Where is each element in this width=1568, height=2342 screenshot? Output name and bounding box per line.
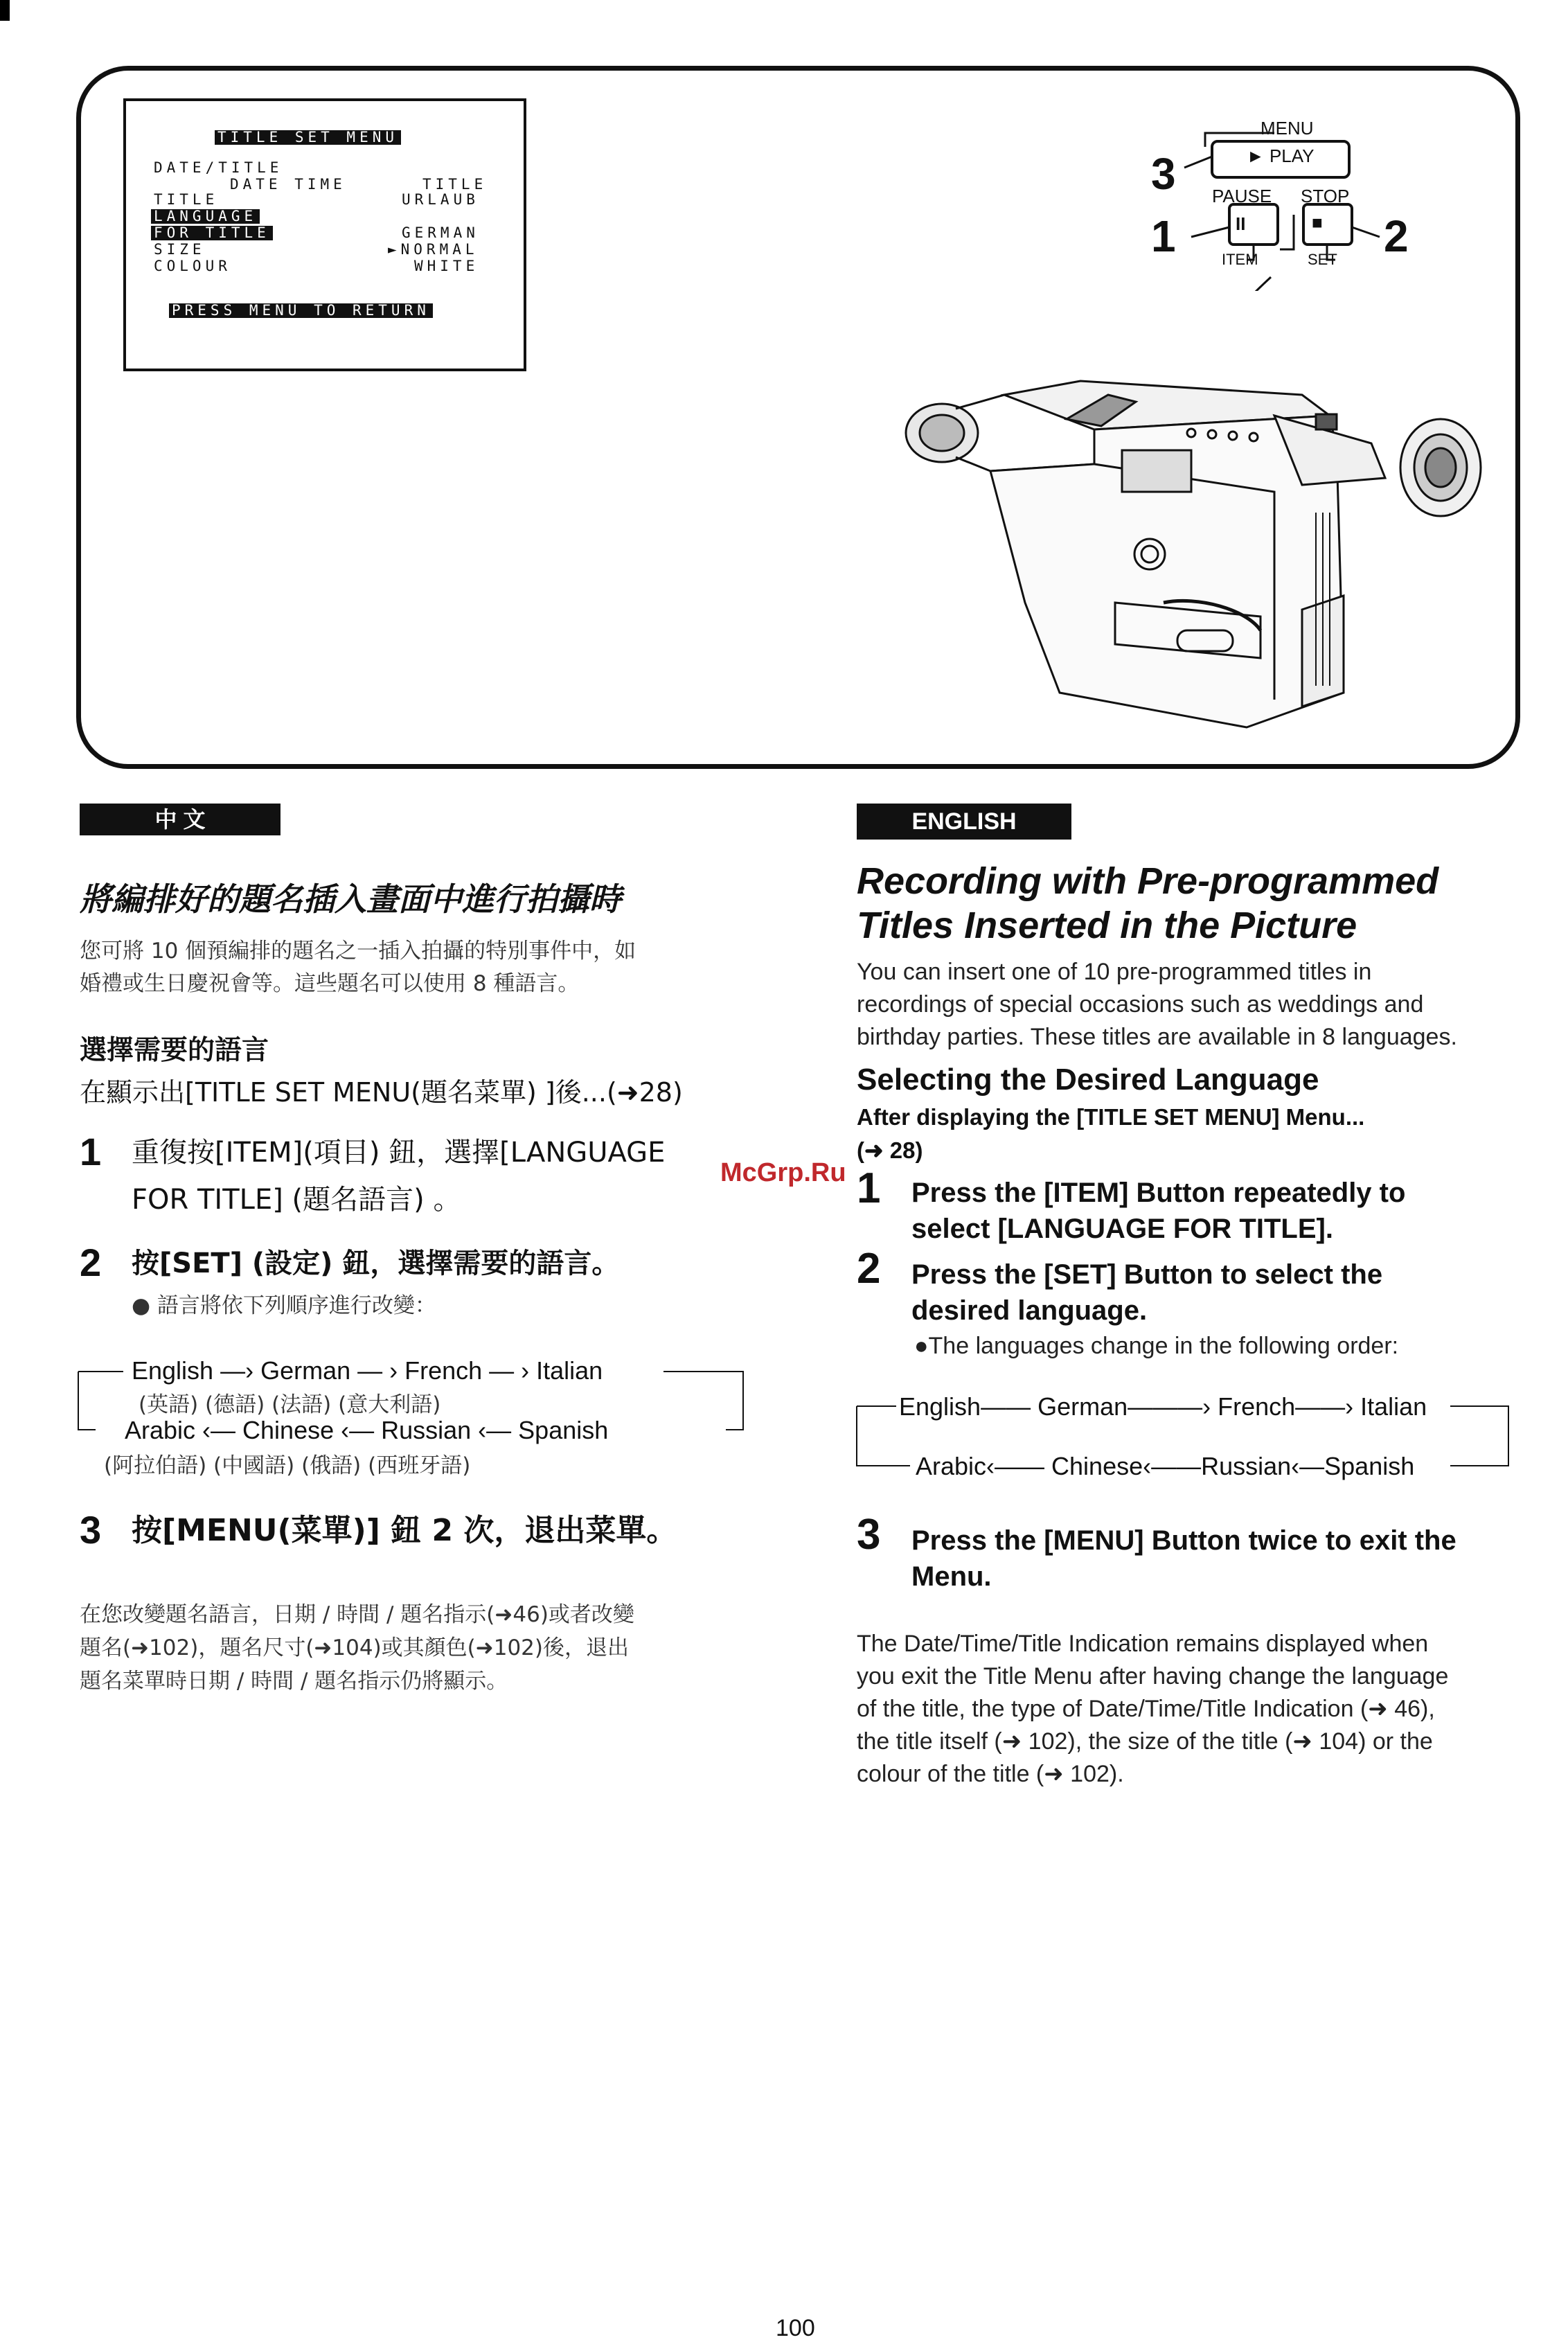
callout-number-1: 1 [1151,211,1176,261]
osd-title-urlaub: URLAUB [402,191,479,208]
zh-step3-text: 按[MENU(菜單)] 鈕 2 次，退出菜單。 [132,1513,677,1548]
osd-title: TITLE SET MENU [215,130,401,145]
en-step1-number: 1 [857,1164,881,1212]
en-flow-top: English—— German———› French——› Italian [899,1392,1427,1421]
osd-title-label: TITLE [154,191,219,208]
stop-label: STOP [1301,186,1350,206]
en-note-line1: The Date/Time/Title Indication remains displayed when [857,1631,1429,1657]
zh-heading: 選擇需要的語言 [80,1035,269,1066]
callout-number-2: 2 [1384,211,1409,261]
zh-step1-number: 1 [80,1130,102,1173]
zh-intro-line2: 婚禮或生日慶祝會等。這些題名可以使用 8 種語言。 [80,971,580,996]
zh-after-menu: 在顯示出[TITLE SET MENU(題名菜單) ]後...(➜28) [80,1077,683,1108]
en-note-line5: colour of the title (➜ 102). [857,1761,1124,1787]
zh-title: 將編排好的題名插入畫面中進行拍攝時 [80,880,621,918]
callout-number-3: 3 [1151,149,1176,199]
en-note-line4: the title itself (➜ 102), the size of the title (➜ 104) or the [857,1728,1433,1755]
en-step1-line1: Press the [ITEM] Button repeatedly to [911,1178,1406,1208]
zh-section-header: 中 文 [80,804,280,835]
pause-button-symbol: II [1236,213,1246,234]
en-step3-line2: Menu. [911,1561,992,1592]
en-intro-line1: You can insert one of 10 pre-programmed titles in [857,959,1372,985]
en-title-line2: Titles Inserted in the Picture [857,905,1357,946]
en-step2-number: 2 [857,1245,881,1293]
en-step2-line1: Press the [SET] Button to select the [911,1259,1383,1290]
play-button: ► PLAY [1247,145,1315,166]
zh-flow-bottom-zh: (阿拉伯語) (中國語) (俄語) (西班牙語) [104,1453,471,1478]
en-step3-line1: Press the [MENU] Button twice to exit the [911,1525,1456,1556]
zh-step3-number: 3 [80,1508,102,1552]
stop-button-symbol: ■ [1312,212,1323,233]
osd-date-time: DATE TIME [230,176,346,193]
zh-flow-top-zh: (英語) (德語) (法語) (意大利語) [139,1392,441,1417]
page-number: 100 [776,2315,815,2341]
zh-step1-line1: 重復按[ITEM](項目) 鈕，選擇[LANGUAGE [132,1137,666,1169]
en-step3-number: 3 [857,1511,881,1559]
item-label: ITEM [1222,251,1258,268]
en-title-line1: Recording with Pre-programmed [857,860,1439,902]
zh-step2-note: ● 語言將依下列順序進行改變： [132,1293,436,1318]
zh-note-line1: 在您改變題名語言，日期 / 時間 / 題名指示(➜46)或者改變 [80,1602,634,1627]
zh-step2-text: 按[SET] (設定) 鈕，選擇需要的語言。 [132,1248,620,1279]
zh-intro-line1: 您可將 10 個預編排的題名之一插入拍攝的特別事件中，如 [80,939,636,964]
osd-title-value: TITLE [422,176,488,193]
en-flow-bottom: Arabic‹—— Chinese‹——Russian‹—Spanish [916,1452,1415,1480]
menu-label: MENU [1260,118,1314,139]
zh-flow-top: English —› German — › French — › Italian [132,1356,603,1385]
en-step2-note: ●The languages change in the following order: [914,1333,1399,1359]
osd-for-title: FOR TITLE [151,226,273,240]
title-set-menu-screen [123,98,526,371]
osd-colour: COLOUR [154,258,231,274]
camcorder-illustration [887,367,1482,755]
zh-note-line2: 題名(➜102)，題名尺寸(➜104)或其顏色(➜102)後，退出 [80,1635,629,1660]
watermark: McGrp.Ru [720,1158,846,1187]
osd-german: GERMAN [402,224,479,241]
zh-step1-line2: FOR TITLE] (題名語言) 。 [132,1184,461,1216]
en-after-menu-line2: (➜ 28) [857,1137,923,1163]
en-note-line2: you exit the Title Menu after having change the language [857,1663,1449,1689]
osd-white: WHITE [414,258,479,274]
en-note-line3: of the title, the type of Date/Time/Title Indication (➜ 46), [857,1696,1435,1722]
page-corner-mark [0,0,10,21]
pause-label: PAUSE [1212,186,1272,206]
en-step1-line2: select [LANGUAGE FOR TITLE]. [911,1214,1333,1244]
osd-normal: ►NORMAL [388,241,479,258]
osd-footer: PRESS MENU TO RETURN [169,303,433,318]
en-section-header: ENGLISH [857,804,1071,840]
osd-date-title: DATE/TITLE [154,159,283,176]
zh-step2-number: 2 [80,1241,102,1284]
en-step2-line2: desired language. [911,1295,1148,1326]
en-heading: Selecting the Desired Language [857,1063,1319,1097]
set-label: SET [1308,251,1337,268]
osd-size: SIZE [154,241,206,258]
en-after-menu-line1: After displaying the [TITLE SET MENU] Menu... [857,1104,1365,1130]
en-intro-line3: birthday parties. These titles are available in 8 languages. [857,1024,1457,1050]
zh-flow-bottom: Arabic ‹— Chinese ‹— Russian ‹— Spanish [125,1416,609,1444]
osd-language: LANGUAGE [151,209,260,224]
zh-note-line3: 題名菜單時日期 / 時間 / 題名指示仍將顯示。 [80,1669,508,1694]
en-intro-line2: recordings of special occasions such as weddings and [857,991,1424,1018]
